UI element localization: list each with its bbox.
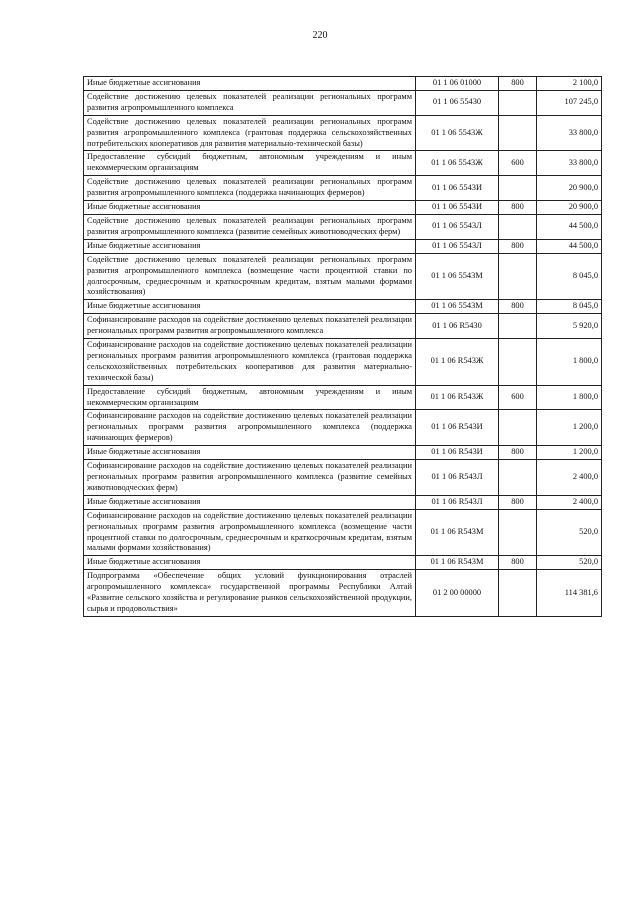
- expense-name: Содействие достижению целевых показателей реализации региональных программ развития агропромышленного комплекса (грантовая поддержка сельскохозяйственных потребительских кооперативов для развития материально-технической базы): [84, 115, 416, 151]
- amount-value: 8 045,0: [537, 300, 602, 314]
- expense-type-code: [499, 214, 537, 239]
- expense-name: Софинансирование расходов на содействие достижению целевых показателей реализации региональных программ развития агропромышленного комплекса (развитие семейных животноводческих ферм): [84, 460, 416, 496]
- table-row: [84, 77, 602, 91]
- expense-type-code: [499, 253, 537, 300]
- target-article-code: 01 1 06 5543М: [416, 253, 499, 300]
- expense-type-code: [499, 570, 537, 617]
- amount-value: 2 400,0: [537, 495, 602, 509]
- expense-name: Иные бюджетные ассигнования: [84, 77, 416, 91]
- page-number: 220: [312, 30, 328, 41]
- target-article-code: 01 1 06 R543М: [416, 556, 499, 570]
- table-row: [84, 410, 602, 446]
- target-article-code: 01 1 06 R543М: [416, 509, 499, 556]
- target-article-code: 01 1 06 R543Л: [416, 460, 499, 496]
- table-row: [84, 495, 602, 509]
- table-row: [84, 385, 602, 410]
- expense-name: Предоставление субсидий бюджетным, автономным учреждениям и иным некоммерческим организациям: [84, 151, 416, 176]
- expense-type-code: 600: [499, 151, 537, 176]
- amount-value: 8 045,0: [537, 253, 602, 300]
- target-article-code: 01 1 06 5543И: [416, 201, 499, 215]
- table-row: [84, 90, 602, 115]
- target-article-code: 01 1 06 5543Ж: [416, 151, 499, 176]
- target-article-code: 01 1 06 5543М: [416, 300, 499, 314]
- amount-value: 5 920,0: [537, 314, 602, 339]
- table-row: [84, 214, 602, 239]
- expense-type-code: 800: [499, 556, 537, 570]
- expense-name: Софинансирование расходов на содействие достижению целевых показателей реализации региональных программ развития агропромышленного комплекса (возмещение части процентной ставки по долгосрочным, среднесрочным и краткосрочным кредитам, взятым малыми формами хозяйствования): [84, 509, 416, 556]
- target-article-code: 01 1 06 R543Ж: [416, 385, 499, 410]
- expense-type-code: 800: [499, 201, 537, 215]
- amount-value: 20 900,0: [537, 201, 602, 215]
- table-row: [84, 253, 602, 300]
- expense-type-code: [499, 410, 537, 446]
- expense-type-code: [499, 509, 537, 556]
- table-row: [84, 570, 602, 617]
- table-row: [84, 176, 602, 201]
- expense-type-code: 600: [499, 385, 537, 410]
- table-row: [84, 239, 602, 253]
- amount-value: 520,0: [537, 556, 602, 570]
- target-article-code: 01 1 06 5543Ж: [416, 115, 499, 151]
- budget-table-body: [84, 77, 602, 617]
- table-row: [84, 509, 602, 556]
- expense-name: Подпрограмма «Обеспечение общих условий функционирования отраслей агропромышленного комплекса» государственной программы Республики Алтай «Развитие сельского хозяйства и регулирование рынков сельскохозяйственной продукции, сырья и продовольствия»: [84, 570, 416, 617]
- target-article-code: 01 1 06 R543И: [416, 446, 499, 460]
- expense-type-code: 800: [499, 77, 537, 91]
- expense-name: Содействие достижению целевых показателей реализации региональных программ развития агропромышленного комплекса (поддержка начинающих фермеров): [84, 176, 416, 201]
- table-row: [84, 314, 602, 339]
- amount-value: 2 400,0: [537, 460, 602, 496]
- expense-type-code: [499, 339, 537, 386]
- expense-type-code: 800: [499, 495, 537, 509]
- target-article-code: 01 1 06 5543Л: [416, 214, 499, 239]
- expense-name: Иные бюджетные ассигнования: [84, 556, 416, 570]
- table-row: [84, 201, 602, 215]
- table-row: [84, 115, 602, 151]
- amount-value: 44 500,0: [537, 214, 602, 239]
- expense-name: Предоставление субсидий бюджетным, автономным учреждениям и иным некоммерческим организациям: [84, 385, 416, 410]
- amount-value: 2 100,0: [537, 77, 602, 91]
- amount-value: 44 500,0: [537, 239, 602, 253]
- amount-value: 1 800,0: [537, 385, 602, 410]
- expense-type-code: [499, 176, 537, 201]
- expense-type-code: 800: [499, 300, 537, 314]
- amount-value: 20 900,0: [537, 176, 602, 201]
- target-article-code: 01 1 06 R543И: [416, 410, 499, 446]
- amount-value: 33 800,0: [537, 115, 602, 151]
- table-row: [84, 151, 602, 176]
- expense-type-code: 800: [499, 239, 537, 253]
- amount-value: 1 800,0: [537, 339, 602, 386]
- amount-value: 33 800,0: [537, 151, 602, 176]
- target-article-code: 01 1 06 5543И: [416, 176, 499, 201]
- target-article-code: 01 2 00 00000: [416, 570, 499, 617]
- expense-type-code: [499, 460, 537, 496]
- budget-table: [83, 76, 602, 617]
- amount-value: 1 200,0: [537, 446, 602, 460]
- target-article-code: 01 1 06 5543Л: [416, 239, 499, 253]
- expense-type-code: [499, 115, 537, 151]
- expense-name: Софинансирование расходов на содействие достижению целевых показателей реализации региональных программ развития агропромышленного комплекса: [84, 314, 416, 339]
- table-row: [84, 446, 602, 460]
- expense-name: Содействие достижению целевых показателей реализации региональных программ развития агропромышленного комплекса (развитие семейных животноводческих ферм): [84, 214, 416, 239]
- expense-name: Иные бюджетные ассигнования: [84, 239, 416, 253]
- table-row: [84, 339, 602, 386]
- target-article-code: 01 1 06 R543Ж: [416, 339, 499, 386]
- target-article-code: 01 1 06 01000: [416, 77, 499, 91]
- expense-name: Софинансирование расходов на содействие достижению целевых показателей реализации региональных программ развития агропромышленного комплекса (поддержка начинающих фермеров): [84, 410, 416, 446]
- amount-value: 1 200,0: [537, 410, 602, 446]
- expense-type-code: 800: [499, 446, 537, 460]
- expense-type-code: [499, 314, 537, 339]
- target-article-code: 01 1 06 55430: [416, 90, 499, 115]
- expense-name: Содействие достижению целевых показателей реализации региональных программ развития агропромышленного комплекса (возмещение части процентной ставки по долгосрочным, среднесрочным и краткосрочным кредитам, взятым малыми формами хозяйствования): [84, 253, 416, 300]
- expense-name: Содействие достижению целевых показателей реализации региональных программ развития агропромышленного комплекса: [84, 90, 416, 115]
- table-row: [84, 556, 602, 570]
- target-article-code: 01 1 06 R5430: [416, 314, 499, 339]
- target-article-code: 01 1 06 R543Л: [416, 495, 499, 509]
- amount-value: 107 245,0: [537, 90, 602, 115]
- expense-name: Иные бюджетные ассигнования: [84, 495, 416, 509]
- amount-value: 520,0: [537, 509, 602, 556]
- table-row: [84, 460, 602, 496]
- expense-type-code: [499, 90, 537, 115]
- expense-name: Иные бюджетные ассигнования: [84, 201, 416, 215]
- expense-name: Софинансирование расходов на содействие достижению целевых показателей реализации региональных программ развития агропромышленного комплекса (грантовая поддержка сельскохозяйственных потребительских кооперативов для развития материально-технической базы): [84, 339, 416, 386]
- amount-value: 114 381,6: [537, 570, 602, 617]
- expense-name: Иные бюджетные ассигнования: [84, 446, 416, 460]
- expense-name: Иные бюджетные ассигнования: [84, 300, 416, 314]
- table-row: [84, 300, 602, 314]
